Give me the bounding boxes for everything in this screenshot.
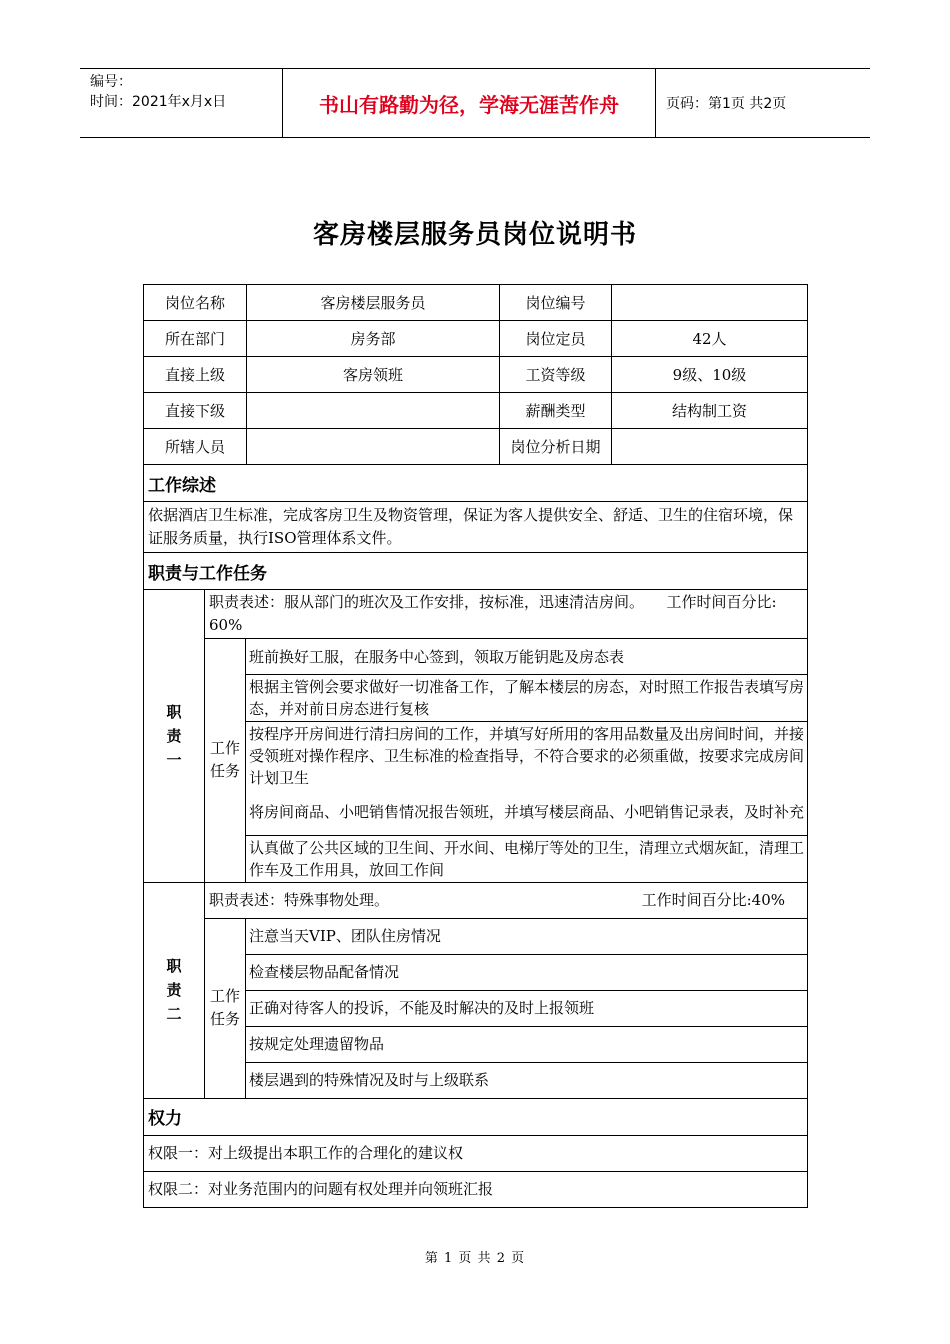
info-value	[612, 285, 808, 321]
info-row	[144, 357, 808, 393]
duty-2-task: 正确对待客人的投诉，不能及时解决的及时上报领班	[246, 990, 808, 1026]
duties-table	[143, 464, 808, 1208]
info-table	[143, 284, 808, 465]
duty-2-label: 职 责 二	[144, 882, 205, 1098]
code-label: 编号：	[90, 74, 132, 90]
header-motto: 书山有路勤为径，学海无涯苦作舟	[282, 69, 656, 137]
duty-1-label: 职 责 一	[144, 590, 205, 883]
duty-2-task: 按规定处理遗留物品	[246, 1026, 808, 1062]
duty-2-task-label: 工作 任务	[205, 918, 246, 1098]
duties-heading: 职责与工作任务	[144, 553, 808, 590]
info-row	[144, 393, 808, 429]
info-value: 客房楼层服务员	[247, 285, 500, 321]
info-label: 工资等级	[500, 357, 612, 393]
duty-2-percent: 工作时间百分比:40%	[641, 890, 786, 909]
time-label: 时间：2021年x月x日	[90, 94, 227, 110]
document-title: 客房楼层服务员岗位说明书	[312, 220, 637, 250]
info-value: 9级、10级	[612, 357, 808, 393]
duty-1-task: 班前换好工服，在服务中心签到，领取万能钥匙及房态表	[246, 639, 808, 675]
info-label: 直接上级	[144, 357, 247, 393]
duty-1-task: 根据主管例会要求做好一切准备工作，了解本楼层的房态，对时照工作报告表填写房态，并对前日房态进行复核	[246, 675, 808, 722]
info-value: 结构制工资	[612, 393, 808, 429]
duty-2-statement: 职责表述：特殊事物处理。	[209, 890, 390, 909]
duty-2-task: 检查楼层物品配备情况	[246, 954, 808, 990]
info-label: 所辖人员	[144, 429, 247, 465]
summary-text: 依据酒店卫生标准，完成客房卫生及物资管理，保证为客人提供安全、舒适、卫生的住宿环境，保证服务质量，执行ISO管理体系文件。	[144, 502, 808, 553]
duty-2-statement-row	[205, 882, 808, 918]
summary-heading: 工作综述	[144, 465, 808, 502]
authority-item: 权限一：对上级提出本职工作的合理化的建议权	[144, 1135, 808, 1171]
info-value: 客房领班	[247, 357, 500, 393]
info-value: 42人	[612, 321, 808, 357]
page-footer: 第 1 页 共 2 页	[424, 1251, 526, 1266]
duty-2-task: 楼层遇到的特殊情况及时与上级联系	[246, 1062, 808, 1098]
info-label: 岗位编号	[500, 285, 612, 321]
header-page-label: 页码：第1页 共2页	[666, 96, 787, 112]
duty-1-statement: 职责表述：服从部门的班次及工作安排，按标准，迅速清洁房间。 工作时间百分比: 60%	[205, 590, 808, 639]
info-label: 岗位名称	[144, 285, 247, 321]
info-value: 房务部	[247, 321, 500, 357]
info-row	[144, 429, 808, 465]
authority-item: 权限二：对业务范围内的问题有权处理并向领班汇报	[144, 1171, 808, 1207]
info-value	[247, 393, 500, 429]
info-row	[144, 285, 808, 321]
info-label: 薪酬类型	[500, 393, 612, 429]
duty-1-task: 认真做了公共区域的卫生间、开水间、电梯厅等处的卫生，清理立式烟灰缸，清理工作车及工作用具，放回工作间	[246, 835, 808, 882]
info-label: 所在部门	[144, 321, 247, 357]
info-label: 直接下级	[144, 393, 247, 429]
page-header	[80, 68, 870, 138]
info-value	[612, 429, 808, 465]
duty-1-task: 按程序开房间进行清扫房间的工作，并填写好所用的客用品数量及出房间时间，并接受领班对操作程序、卫生标准的检查指导，不符合要求的必须重做，按要求完成房间计划卫生	[246, 722, 808, 791]
header-meta	[80, 69, 282, 137]
duty-2-task: 注意当天VIP、团队住房情况	[246, 918, 808, 954]
duty-1-task-label: 工作 任务	[205, 639, 246, 883]
info-label: 岗位定员	[500, 321, 612, 357]
info-label: 岗位分析日期	[500, 429, 612, 465]
info-value	[247, 429, 500, 465]
info-row	[144, 321, 808, 357]
duty-1-task: 将房间商品、小吧销售情况报告领班，并填写楼层商品、小吧销售记录表，及时补充	[246, 790, 808, 835]
authority-heading: 权力	[144, 1098, 808, 1135]
